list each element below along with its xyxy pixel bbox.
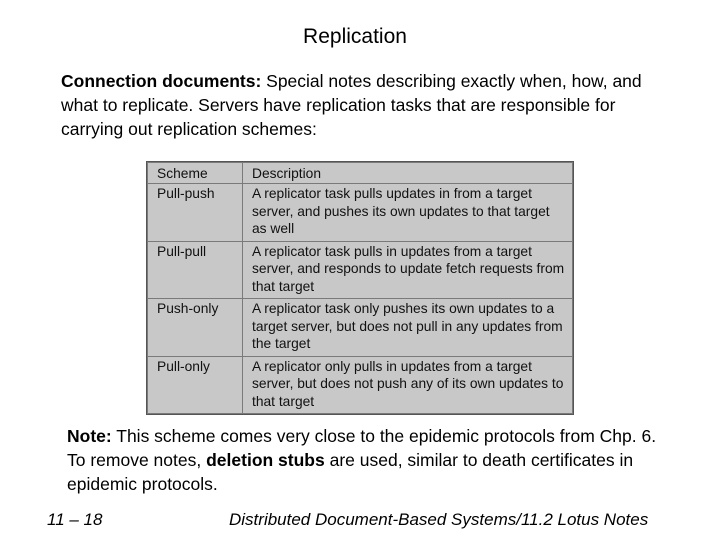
header-scheme: Scheme	[148, 163, 243, 184]
intro-term: Connection documents:	[61, 71, 262, 91]
table-row	[148, 299, 573, 357]
table-row	[148, 184, 573, 242]
table-row	[148, 241, 573, 299]
table-header-row	[148, 163, 573, 184]
scheme-cell: Push-only	[148, 299, 243, 357]
slide-number: 11 – 18	[47, 510, 103, 529]
table-row	[148, 356, 573, 414]
scheme-table-container	[146, 161, 574, 415]
description-cell: A replicator task pulls updates in from a target server, and pushes its own updates to that target as well	[243, 184, 573, 242]
slide-footer-title: Distributed Document-Based Systems/11.2 Lotus Notes	[229, 510, 649, 529]
note-text-2: are used, similar to death certificates in epidemic protocols.	[67, 450, 634, 494]
note-label: Note:	[67, 426, 112, 446]
description-cell: A replicator task pulls in updates from a target server, and responds to update fetch requests from that target	[243, 241, 573, 299]
scheme-cell: Pull-push	[148, 184, 243, 242]
description-cell: A replicator only pulls in updates from a target server, but does not push any of its own updates to that target	[243, 356, 573, 414]
slide-title: Replication	[303, 25, 407, 48]
note-term: deletion stubs	[206, 450, 325, 470]
intro-paragraph	[61, 69, 681, 141]
description-cell: A replicator task only pushes its own updates to a target server, but does not pull in any updates from the target	[243, 299, 573, 357]
scheme-table	[147, 162, 573, 414]
note-text-1: This scheme comes very close to the epidemic protocols from Chp. 6. To remove notes,	[67, 426, 657, 470]
intro-text: Special notes describing exactly when, how, and what to replicate. Servers have replication tasks that are responsible for carrying out replication schemes:	[61, 71, 642, 139]
scheme-cell: Pull-pull	[148, 241, 243, 299]
note-paragraph	[67, 424, 677, 496]
header-description: Description	[243, 163, 573, 184]
scheme-cell: Pull-only	[148, 356, 243, 414]
